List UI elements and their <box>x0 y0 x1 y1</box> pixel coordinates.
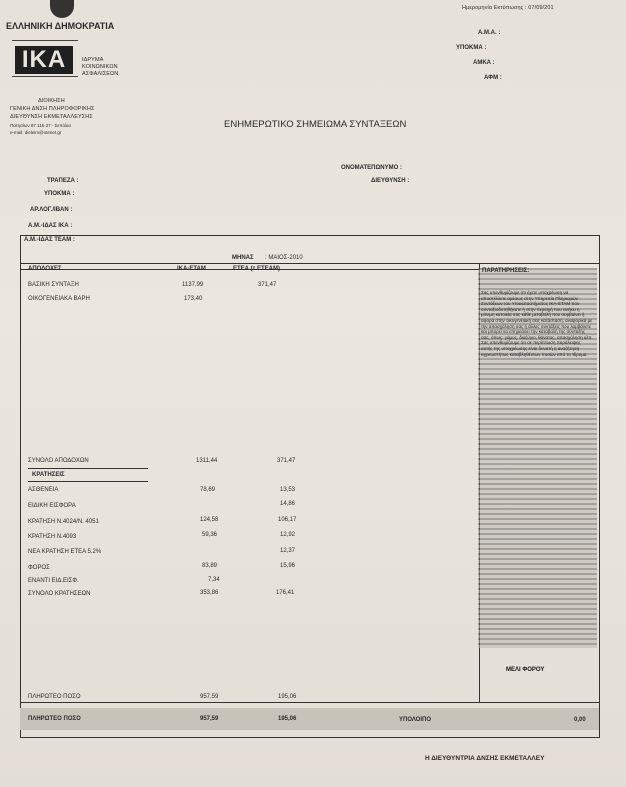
table-cell: 12,92 <box>280 532 296 538</box>
balance-value: 0,00 <box>574 717 586 723</box>
table-cell: 59,36 <box>202 532 218 538</box>
afm-label: ΑΦΜ : <box>484 75 502 81</box>
table-cell: 83,89 <box>202 563 218 569</box>
bank-label: ΤΡΑΠΕΖΑ : <box>47 178 79 184</box>
table-cell: 13,53 <box>280 487 296 493</box>
print-date: Ημερομηνία Εκτύπωσης : 07/09/201 <box>462 5 554 11</box>
table-cell: 14,86 <box>280 501 296 507</box>
table-row-label: ΑΣΘΕΝΕΙΑ <box>28 487 59 493</box>
table-cell: 1137,99 <box>182 282 204 288</box>
table-cell: 12,37 <box>280 548 296 554</box>
state-seal-icon <box>50 0 74 18</box>
ika-id-label: Α.Μ.-ΙΔΑΣ ΙΚΑ : <box>28 223 73 229</box>
table-cell: 371,47 <box>258 282 277 288</box>
name-label: ΟΝΟΜΑΤΕΠΩΝΥΜΟ : <box>341 165 402 171</box>
address-label: ΔΙΕΥΘΥΝΣΗ : <box>371 178 410 184</box>
table-cell: 195,06 <box>278 716 297 722</box>
table-cell: 15,96 <box>280 563 296 569</box>
tax-box-label: ΜΕΛΙ ΦΟΡΟΥ <box>506 667 545 673</box>
table-row-label: ΕΝΑΝΤΙ ΕΙΔ.ΕΙΣΦ. <box>28 578 79 584</box>
etea-header: ΕΤΕΑ (τ.ΕΤΕΑΜ) <box>233 266 281 272</box>
document-title: ΕΝΗΜΕΡΩΤΙΚΟ ΣΗΜΕΙΩΜΑ ΣΥΝΤΑΞΕΩΝ <box>224 119 407 130</box>
table-cell: 124,58 <box>200 517 219 523</box>
deductions-title: ΚΡΑΤΗΣΕΙΣ <box>32 472 65 478</box>
table-cell: 173,40 <box>184 296 203 302</box>
balance-label: ΥΠΟΛΟΙΠΟ <box>399 717 432 723</box>
table-cell: 353,86 <box>200 590 219 596</box>
table-row-label: ΦΟΡΟΣ <box>28 565 50 571</box>
table-cell: 106,17 <box>278 517 297 523</box>
table-row-label: ΣΥΝΟΛΟ ΚΡΑΤΗΣΕΩΝ <box>28 591 91 597</box>
earnings-header: ΑΠΟΔΟΧΕΣ <box>28 266 62 272</box>
admin-line: ΓΕΝΙΚΗ ΔΝΣΗ ΠΛΗΡΟΦΟΡΙΚΗΣ <box>10 106 95 112</box>
ika-logo: ΙΚΑ <box>15 46 73 74</box>
month-value: : ΜΑΙΟΣ-2010 <box>265 255 303 261</box>
remarks-title: ΠΑΡΑΤΗΡΗΣΕΙΣ: <box>482 268 530 274</box>
table-cell: 957,59 <box>200 694 219 700</box>
institute-name: ΙΔΡΥΜΑ ΚΟΙΝΩΝΙΚΩΝ ΑΣΦΑΛΙΣΕΩΝ <box>82 57 119 77</box>
table-row-label: ΒΑΣΙΚΗ ΣΥΝΤΑΞΗ <box>28 282 79 288</box>
table-cell: 78,69 <box>200 487 216 493</box>
republic-title: ΕΛΛΗΝΙΚΗ ΔΗΜΟΚΡΑΤΙΑ <box>6 21 115 31</box>
admin-line: ΔΙΕΥΘΥΝΣΗ ΕΚΜΕΤΑΛΛΕΥΣΗΣ <box>10 114 93 120</box>
remarks-text: Σας υπενθυμίζουμε ότι έχετε υποχρέωση να αποστέλλετε αμέσως στην Υπηρεσία Πληρωμών Συντάξεων του Υποκαταστήματος ΙΚΑ-ΕΤΑΜ που συνταξιοδοτηθήκατε ή στην περιοχή που ανήκει η μόνιμη κατοικία σας κάθε μεταβολή που συμβαίνει ή αφορά στην οικογενειακή σας κατάσταση, αναφορικά με την απασχόλησή σας ή άλλες συντάξεις που λαμβάνετε και μπορεί να επηρεάσει την καταβολή της σύνταξής σας, όπως: γάμος, διαζύγιο, θάνατος, απασχόληση κλπ. Σας υπενθυμίζουμε ότι σε περίπτωση παράλειψης αυτής της υποχρέωσης είναι δυνατή η αναζήτηση αχρεωστήτως καταβληθέντων ποσών από το Ίδρυμα. <box>481 290 593 357</box>
table-cell: 195,06 <box>278 694 297 700</box>
admin-line: ΔΙΟΙΚΗΣΗ <box>38 98 65 104</box>
admin-email: e-mail: dieleim@otenet.gr <box>10 130 62 135</box>
table-cell: 176,41 <box>276 590 295 596</box>
ypokma-label: ΥΠΟΚΜΑ : <box>456 45 487 51</box>
paid-amount-label: ΠΛΗΡΩΤΕΟ ΠΟΣΟ <box>28 694 81 700</box>
ika-header: ΙΚΑ-ΕΤΑΜ <box>177 266 206 272</box>
amka-label: ΑΜΚΑ : <box>473 60 495 66</box>
table-cell: 957,59 <box>200 716 219 722</box>
table-row-label: ΟΙΚΟΓΕΝΕΙΑΚΑ ΒΑΡΗ <box>28 296 90 302</box>
table-row-label: ΕΙΔΙΚΗ ΕΙΣΦΟΡΑ <box>28 503 76 509</box>
table-row-label: ΚΡΑΤΗΣΗ Ν.4024/Ν. 4051 <box>28 519 99 525</box>
table-cell: 371,47 <box>277 458 296 464</box>
table-row-label: ΚΡΑΤΗΣΗ Ν.4093 <box>28 534 77 540</box>
team-id-label: Α.Μ.-ΙΔΑΣ ΤΕΑΜ : <box>24 237 75 243</box>
final-paid-label: ΠΛΗΡΩΤΕΟ ΠΟΣΟ <box>28 716 81 722</box>
iban-label: ΑΡ.ΛΟΓ./IBAN : <box>30 207 73 213</box>
table-row-label: ΝΕΑ ΚΡΑΤΗΣΗ ΕΤΕΑ 5.2% <box>28 549 102 555</box>
total-earnings-label: ΣΥΝΟΛΟ ΑΠΟΔΟΧΩΝ <box>28 458 89 464</box>
final-row-band <box>20 708 599 730</box>
admin-address: Πατησίων 87 115 27 - Σεπόλια <box>10 123 71 128</box>
table-cell: 1311,44 <box>196 458 218 464</box>
signature-title: Η ΔΙΕΥΘΥΝΤΡΙΑ ΔΝΣΗΣ ΕΚΜΕΤΑΛΛΕΥ <box>425 755 545 762</box>
branch-label: ΥΠΟΚΜΑ : <box>44 191 75 197</box>
ama-label: Α.Μ.Α. : <box>478 30 501 36</box>
month-label: ΜΗΝΑΣ <box>232 255 254 261</box>
table-cell: 7,34 <box>208 577 220 583</box>
